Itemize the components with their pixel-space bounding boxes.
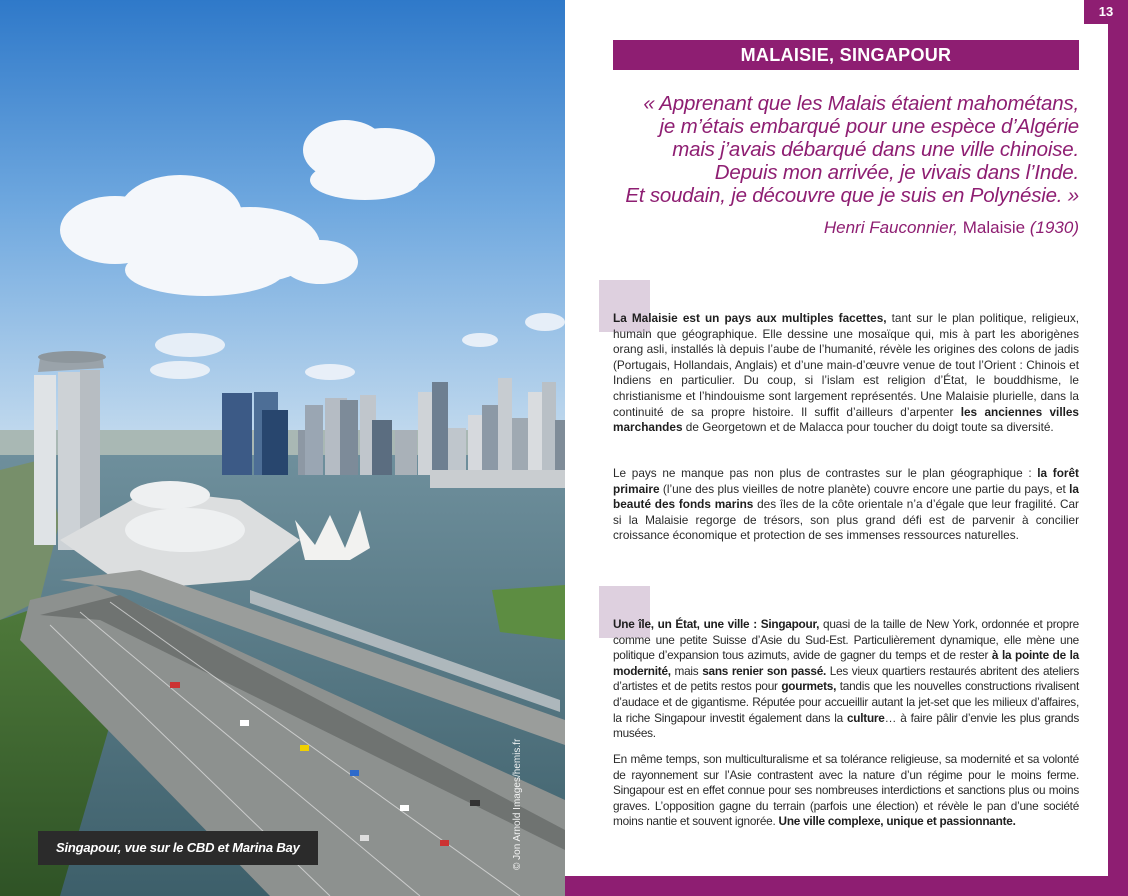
text-run: quasi de la taille de New York, ordonnée et propre comme une petite Suisse d’Asie du Sud-Est. Particulièrement dynamique, elle mène une politique d’expansion tous azimuts, avide de gagner du temps et de rester <box>613 617 1079 663</box>
paragraph-contrastes <box>613 466 1079 544</box>
paragraph-regime <box>613 752 1079 830</box>
paragraph-malaisie <box>613 311 1079 436</box>
text-run: Les vieux quartiers restaurés abritent des ateliers d’artistes et de petits restos pour <box>613 663 1079 694</box>
quote-line: Et soudain, je découvre que je suis en Polynésie. » <box>625 184 1079 207</box>
photo-credit: © Jon Arnold Images/hemis.fr <box>512 738 523 870</box>
bold-run: Une ville complexe, unique et passionnante. <box>778 814 1016 829</box>
quote-year: (1930) <box>1029 218 1079 237</box>
text-run: mais <box>670 663 703 678</box>
bold-run: sans renier son passé. <box>702 663 827 678</box>
quote-line: je m’étais embarqué pour une espèce d’Algérie <box>659 115 1079 138</box>
text-run: de Georgetown et de Malacca pour toucher du doigt toute sa diversité. <box>682 420 1054 435</box>
quote-line: Depuis mon arrivée, je vivais dans l’Inde. <box>714 161 1079 184</box>
bold-run: à la pointe de la modernité, <box>613 648 1079 678</box>
page-number: 13 <box>1084 0 1128 24</box>
text-run: tant sur le plan politique, religieux, humain que géographique. Elle dessine une mosaïque qui, mis à part les aborigènes orang asli, installés là depuis l’aube de l’humanité, révèle les origines des colons de jadis (Portugais, Hollandais, Anglais) et d’une main-d’œuvre venue de tout l’Orient : Chinois et Indiens en particulier. Du coup, si l’islam est religion d’État, le bouddhisme, le christianisme et l’hindouisme sont largement représentés. Une Malaisie plurielle, dans la continuité de sa propre histoire. Il suffit d’ailleurs d’arpenter <box>613 311 1079 419</box>
quote-book: Malaisie <box>962 218 1026 237</box>
text-run: des îles de la côte orientale n’a d’égale que leur fragilité. Car si la Malaisie regorge de trésors, son plus grand défi est de parvenir à concilier croissance économique et protection de ses immenses ressources naturelles. <box>613 497 1079 543</box>
bold-run: les anciennes villes marchandes <box>613 404 1079 435</box>
bold-run: culture <box>847 710 885 725</box>
bold-lead: Une île, un État, une ville : Singapour, <box>613 617 820 631</box>
bold-lead: La Malaisie est un pays aux multiples facettes, <box>613 311 887 325</box>
marina-bay-sands <box>34 351 106 550</box>
quote-attribution <box>595 217 1079 239</box>
epigraph-quote <box>595 92 1079 207</box>
text-run: … à faire pâlir d’envie les plus grands musées. <box>613 710 1080 741</box>
page-bottom-band <box>565 876 1128 896</box>
paragraph-singapour <box>613 617 1079 742</box>
bold-run: la beauté des fonds marins <box>613 481 1079 512</box>
bold-run: gourmets, <box>781 679 837 694</box>
photo-caption: Singapour, vue sur le CBD et Marina Bay <box>38 831 318 865</box>
bold-run: la forêt primaire <box>613 466 1079 496</box>
text-page <box>565 0 1128 896</box>
quote-line: « Apprenant que les Malais étaient mahométans, <box>643 92 1079 115</box>
quote-author: Henri Fauconnier, <box>823 218 959 237</box>
text-run: En même temps, son multiculturalisme et sa tolérance religieuse, sa modernité et sa volonté de rayonnement sur l’Asie contrastent avec la nature d’un régime pour le moins ferme. Singapour est en effet connue pour ses nombreuses interdictions et sanctions plus ou moins graves. L’opposition gagne du terrain (parfois une élection) et révèle le pan d’une société moins nantie et souvent ignorée. <box>613 752 1079 829</box>
text-run: tandis que les nouvelles constructions rivalisent d’audace et de gigantisme. Réputée pour accueillir autant la jet-set que les milieux d’affaires, la riche Singapour investit également dans la <box>613 679 1079 725</box>
text-run: (l’une des plus vieilles de notre planète) couvre encore une partie du pays, et <box>659 481 1070 496</box>
text-run: Le pays ne manque pas non plus de contrastes sur le plan géographique : <box>613 466 1038 480</box>
section-title: MALAISIE, SINGAPOUR <box>613 40 1079 70</box>
page-edge-band <box>1108 0 1128 896</box>
quote-line: mais j’avais débarqué dans une ville chinoise. <box>672 138 1079 161</box>
